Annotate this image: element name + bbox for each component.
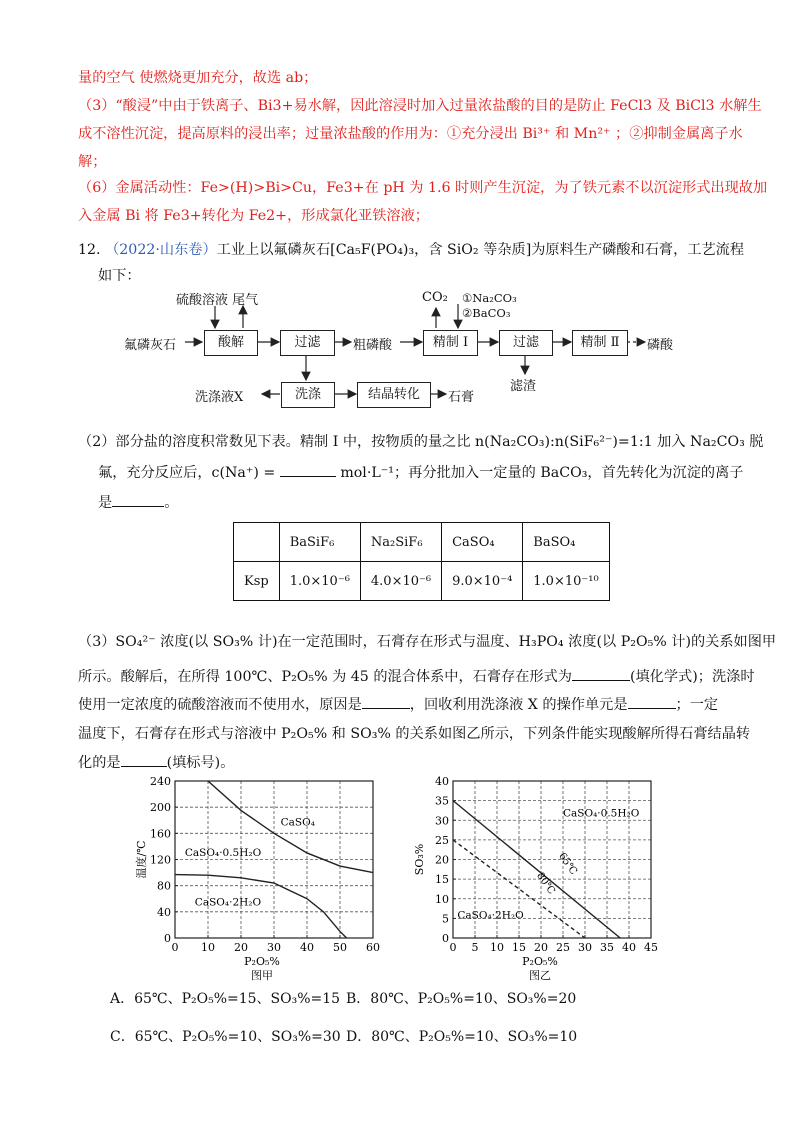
table-row: [234, 562, 610, 601]
q3-line-1: （3）SO₄²⁻ 浓度(以 SO₃% 计)在一定范围时，石膏存在形式与温度、H₃PO₄ 浓度(以 P₂O₅% 计)的关系如图甲: [78, 634, 777, 650]
answer-blank[interactable]: [121, 752, 167, 767]
flow-raw-material: 氟磷灰石: [124, 338, 177, 353]
y-tick-label: 40: [157, 905, 171, 919]
question-stem: 工业上以氟磷灰石[Ca₅F(PO₄)₃，含 SiO₂ 等杂质]为原料生产磷酸和石膏，工艺流程: [216, 242, 745, 258]
x-tick-label: 10: [201, 941, 215, 954]
x-tick-label: 45: [644, 941, 658, 954]
flow-residue: 滤渣: [510, 379, 537, 394]
q2-line-1: （2）部分盐的溶度积常数见下表。精制 Ⅰ 中，按物质的量之比 n(Na₂CO₃):n(SiF₆²⁻)=1:1 加入 Na₂CO₃ 脱: [78, 434, 764, 450]
option-d[interactable]: D．80℃、P₂O₅%=10、SO₃%=10: [346, 1029, 578, 1045]
x-tick-label: 30: [578, 941, 592, 954]
x-tick-label: 50: [333, 941, 347, 954]
flow-na2co3: ①Na₂CO₃: [462, 291, 517, 305]
q2-line-2a: 氟，充分反应后，c(Na⁺) =: [98, 465, 276, 481]
option-a[interactable]: A．65℃、P₂O₅%=15、SO₃%=15: [110, 991, 341, 1007]
q3-line-3: [78, 694, 718, 715]
answer-q3-line-1: （3）“酸浸”中由于铁离子、Bi3+易水解，因此溶浸时加入过量浓盐酸的目的是防止 FeCl3 及 BiCl3 水解生: [78, 98, 762, 114]
answer-q3-line-3: 解；: [78, 154, 107, 170]
q2-line-3a: 是: [98, 495, 113, 511]
x-tick-label: 0: [171, 941, 179, 954]
x-tick-label: 10: [490, 941, 504, 954]
table-header-cell: Na₂SiF₆: [360, 523, 441, 562]
y-tick-label: 0: [442, 932, 449, 945]
x-tick-label: 20: [534, 941, 548, 954]
flow-crude: 粗磷酸: [353, 338, 393, 353]
flow-acid-box: 酸解: [204, 330, 258, 356]
table-header-cell: BaSO₄: [523, 523, 609, 562]
q3-line-5b: (填标号)。: [166, 755, 235, 771]
q3-line-3c: ；一定: [675, 697, 719, 713]
region-label: CaSO₄·0.5H₂O: [563, 807, 640, 820]
q3-line-2b: (填化学式)；洗涤时: [629, 669, 755, 685]
flow-baco3: ②BaCO₃: [462, 306, 511, 320]
flow-refine1-box: 精制 Ⅰ: [423, 330, 478, 356]
flow-arrows: [0, 0, 800, 420]
question-source: （2022·山东卷）: [105, 242, 217, 258]
answer-blank[interactable]: [572, 666, 630, 681]
answer-blank[interactable]: [362, 694, 410, 709]
x-tick-label: 30: [267, 941, 281, 954]
option-c[interactable]: C．65℃、P₂O₅%=10、SO₃%=30: [110, 1029, 341, 1045]
y-tick-label: 200: [150, 801, 171, 815]
flow-refine2-box: 精制 Ⅱ: [572, 330, 628, 356]
x-tick-label: 25: [556, 941, 570, 954]
answer-q3-line-2: 成不溶性沉淀，提高原料的浸出率；过量浓盐酸的作用为：①充分浸出 Bi³⁺ 和 Mn²⁺ ；②抑制金属离子水: [78, 126, 743, 142]
q3-line-3a: 使用一定浓度的硫酸溶液而不使用水，原因是: [78, 697, 362, 713]
y-tick-label: 240: [150, 775, 171, 788]
chart-title: 图甲: [251, 969, 273, 982]
x-tick-label: 60: [366, 941, 380, 954]
answer-q6-line-1: （6）金属活动性：Fe>(H)>Bi>Cu，Fe3+在 pH 为 1.6 时则产生沉淀，为了铁元素不以沉淀形式出现故加: [78, 180, 768, 196]
table-cell: 4.0×10⁻⁶: [360, 562, 441, 601]
x-axis-label: P₂O₅%: [244, 955, 280, 968]
y-tick-label: 160: [150, 827, 171, 841]
flow-gypsum: 石膏: [448, 390, 475, 405]
y-tick-label: 15: [435, 873, 449, 887]
flow-co2: CO₂: [422, 290, 448, 305]
table-header-cell: CaSO₄: [442, 523, 523, 562]
q3-line-4: 温度下，石膏存在形式与溶液中 P₂O₅% 和 SO₃% 的关系如图乙所示，下列条件能实现酸解所得石膏结晶转: [78, 726, 751, 742]
x-tick-label: 40: [300, 941, 314, 954]
ksp-table: [233, 522, 610, 601]
chart-title: 图乙: [529, 969, 551, 982]
q2-line-2: [98, 462, 743, 483]
answer-line-1: 量的空气 使燃烧更加充分，故选 ab；: [78, 70, 318, 86]
plot-frame: [175, 781, 373, 938]
option-b[interactable]: B．80℃、P₂O₅%=10、SO₃%=20: [346, 991, 577, 1007]
y-tick-label: 0: [164, 932, 171, 945]
q3-line-5: [78, 752, 234, 773]
flow-crystal-box: 结晶转化: [357, 382, 431, 408]
y-tick-label: 120: [150, 853, 171, 867]
x-tick-label: 20: [234, 941, 248, 954]
table-header-cell: BaSiF₆: [279, 523, 360, 562]
q3-line-2: [78, 666, 755, 687]
series-label: 80℃: [534, 870, 557, 897]
flow-wash-liquid: 洗涤液X: [195, 390, 244, 405]
table-header-cell: [234, 523, 280, 562]
table-row-label: Ksp: [234, 562, 280, 601]
answer-blank[interactable]: [628, 694, 676, 709]
x-tick-label: 40: [622, 941, 636, 954]
x-tick-label: 35: [600, 941, 614, 954]
chart-yi: [405, 775, 665, 985]
y-tick-label: 20: [435, 853, 449, 867]
y-tick-label: 30: [435, 814, 449, 828]
region-label: CaSO₄: [280, 816, 315, 829]
x-tick-label: 15: [512, 941, 526, 954]
table-header-row: [234, 523, 610, 562]
series-label: 65℃: [556, 850, 579, 877]
q3-line-3b: ，回收利用洗涤液 X 的操作单元是: [409, 697, 628, 713]
q3-line-2a: 所示。酸解后，在所得 100℃、P₂O₅% 为 45 的混合体系中，石膏存在形式为: [78, 669, 572, 685]
table-cell: 1.0×10⁻⁶: [279, 562, 360, 601]
region-label: CaSO₄·2H₂O: [194, 896, 262, 909]
answer-q6-line-2: 入金属 Bi 将 Fe3+转化为 Fe2+，形成氯化亚铁溶液；: [78, 208, 429, 224]
answer-blank[interactable]: [112, 492, 164, 507]
flow-filter1-box: 过滤: [280, 330, 335, 356]
y-axis-label: SO₃%: [413, 843, 426, 876]
region-label: CaSO₄·0.5H₂O: [184, 847, 262, 860]
q2-line-2b: mol·L⁻¹；再分批加入一定量的 BaCO₃，首先转化为沉淀的离子: [340, 465, 744, 481]
x-tick-label: 0: [449, 941, 457, 954]
table-cell: 9.0×10⁻⁴: [442, 562, 523, 601]
answer-blank[interactable]: [280, 462, 336, 477]
question-12-line-2: 如下：: [98, 268, 141, 284]
q3-line-5a: 化的是: [78, 755, 121, 771]
y-tick-label: 40: [435, 775, 449, 788]
y-tick-label: 10: [435, 892, 449, 906]
y-tick-label: 5: [442, 912, 449, 926]
q2-line-3: 是 。: [98, 492, 178, 513]
chart-jia: [130, 775, 390, 985]
question-number: 12.: [78, 242, 101, 258]
y-axis-label: 温度/℃: [135, 840, 148, 879]
y-tick-label: 35: [435, 794, 449, 808]
flow-product: 磷酸: [647, 338, 674, 353]
table-cell: 1.0×10⁻¹⁰: [523, 562, 609, 601]
flow-filter2-box: 过滤: [499, 330, 553, 356]
x-axis-label: P₂O₅%: [522, 955, 558, 968]
y-tick-label: 80: [157, 879, 171, 893]
flow-inputs-top: 硫酸溶液 尾气: [176, 293, 259, 308]
x-tick-label: 5: [471, 941, 479, 954]
y-tick-label: 25: [435, 833, 449, 847]
region-label: CaSO₄·2H₂O: [457, 909, 524, 922]
flow-wash-box: 洗涤: [281, 382, 335, 408]
